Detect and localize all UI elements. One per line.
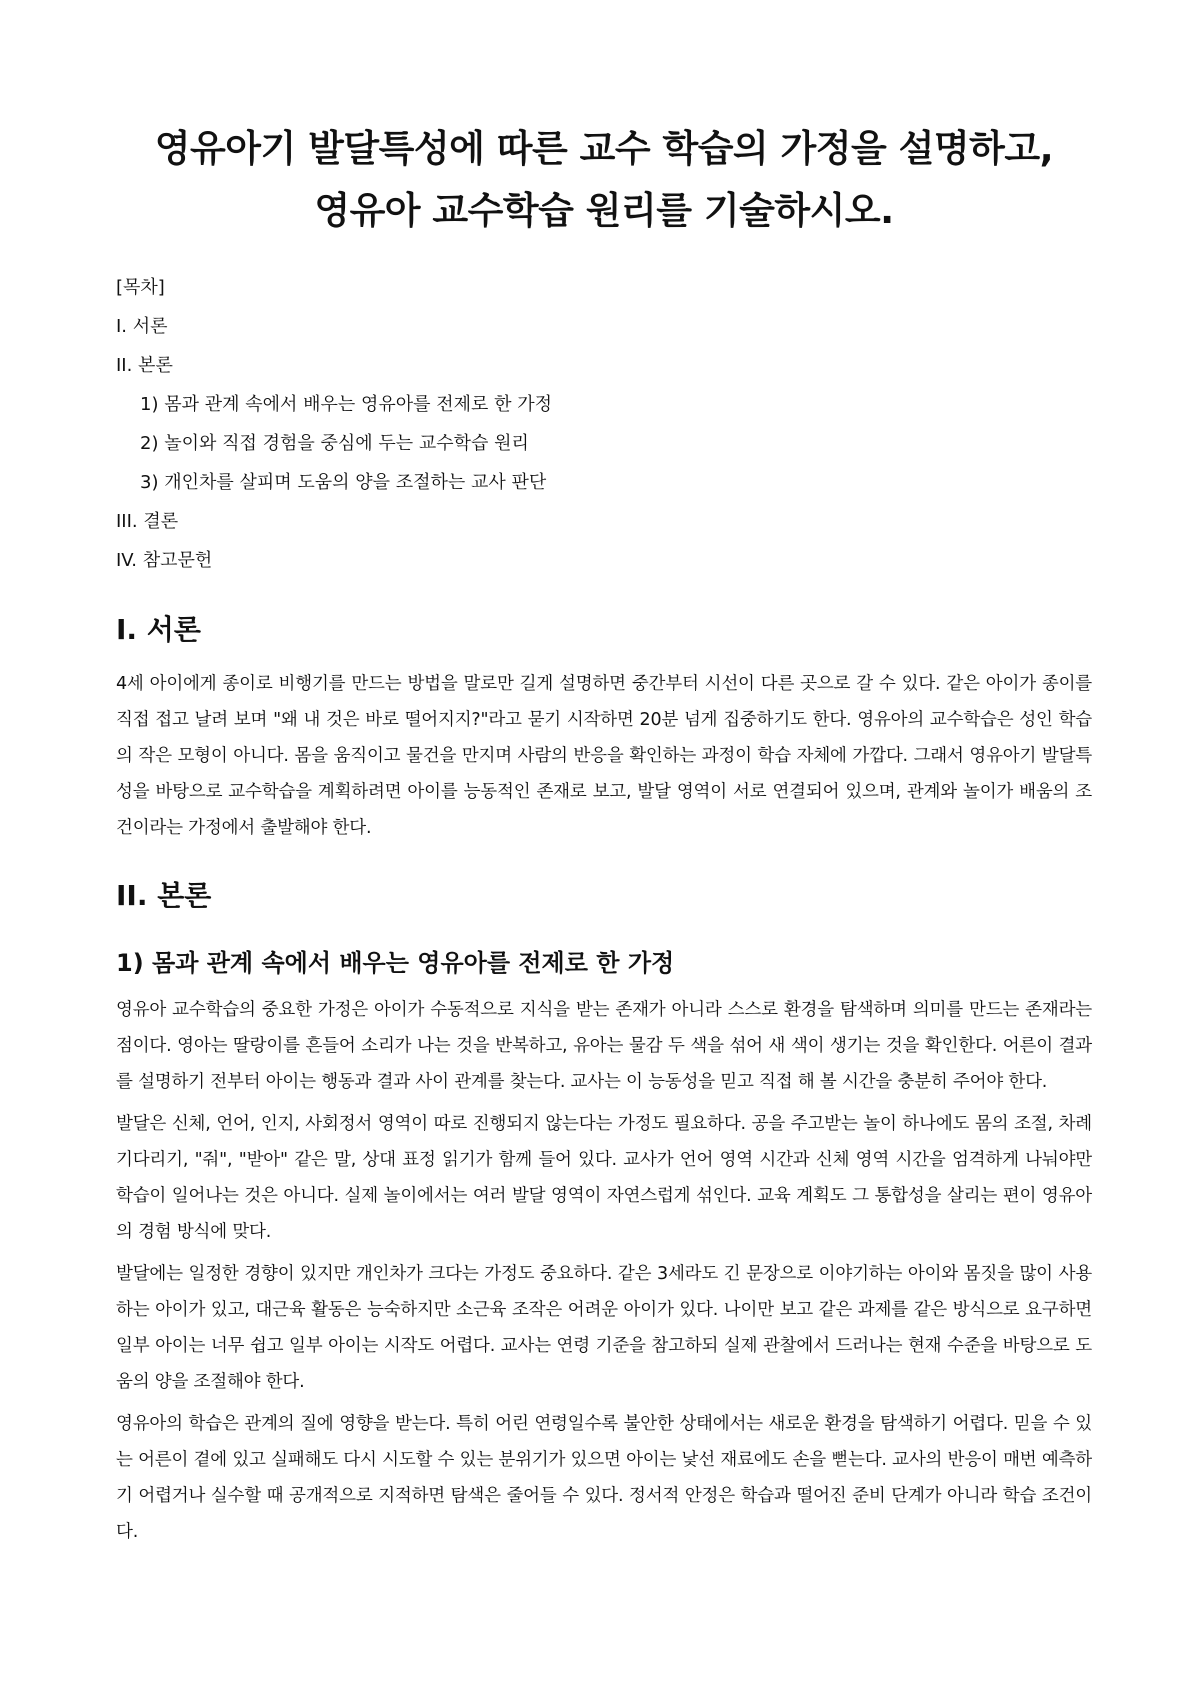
intro-heading: I. 서론	[116, 613, 201, 646]
body-sub1-paragraph-1: 영유아 교수학습의 중요한 가정은 아이가 수동적으로 지식을 받는 존재가 아니라 스스로 환경을 탐색하며 의미를 만드는 존재라는 점이다. 영아는 딸랑이를 흔들어 소리가 나는 것을 반복하고, 유아는 물감 두 색을 섞어 새 색이 생기는 것을 확인한다. 어른이 결과를 설명하기 전부터 아이는 행동과 결과 사이 관계를 찾는다. 교사는 이 능동성을 믿고 직접 해 볼 시간을 충분히 주어야 한다.	[116, 1000, 1092, 1092]
toc-item-intro: I. 서론	[116, 316, 168, 337]
body-sub1-heading: 1) 몸과 관계 속에서 배우는 영유아를 전제로 한 가정	[116, 949, 675, 977]
toc-item-body-sub1: 1) 몸과 관계 속에서 배우는 영유아를 전제로 한 가정	[140, 394, 553, 415]
body-sub1-paragraph-3: 발달에는 일정한 경향이 있지만 개인차가 크다는 가정도 중요하다. 같은 3세라도 긴 문장으로 이야기하는 아이와 몸짓을 많이 사용하는 아이가 있고, 대근육 활동은 능숙하지만 소근육 조작은 어려운 아이가 있다. 나이만 보고 같은 과제를 같은 방식으로 요구하면 일부 아이는 너무 쉽고 일부 아이는 시작도 어렵다. 교사는 연령 기준을 참고하되 실제 관찰에서 드러나는 현재 수준을 바탕으로 도움의 양을 조절해야 한다.	[116, 1264, 1092, 1392]
body-sub1-paragraph-2: 발달은 신체, 언어, 인지, 사회정서 영역이 따로 진행되지 않는다는 가정도 필요하다. 공을 주고받는 놀이 하나에도 몸의 조절, 차례 기다리기, "줘", "받아" 같은 말, 상대 표정 읽기가 함께 들어 있다. 교사가 언어 영역 시간과 신체 영역 시간을 엄격하게 나눠야만 학습이 일어나는 것은 아니다. 실제 놀이에서는 여러 발달 영역이 자연스럽게 섞인다. 교육 계획도 그 통합성을 살리는 편이 영유아의 경험 방식에 맞다.	[116, 1114, 1092, 1242]
intro-paragraph: 4세 아이에게 종이로 비행기를 만드는 방법을 말로만 길게 설명하면 중간부터 시선이 다른 곳으로 갈 수 있다. 같은 아이가 종이를 직접 접고 날려 보며 "왜 내 것은 바로 떨어지지?"라고 묻기 시작하면 20분 넘게 집중하기도 한다. 영유아의 교수학습은 성인 학습의 작은 모형이 아니다. 몸을 움직이고 물건을 만지며 사람의 반응을 확인하는 과정이 학습 자체에 가깝다. 그래서 영유아기 발달특성을 바탕으로 교수학습을 계획하려면 아이를 능동적인 존재로 보고, 발달 영역이 서로 연결되어 있으며, 관계와 놀이가 배움의 조건이라는 가정에서 출발해야 한다.	[116, 674, 1092, 838]
document-title: 영유아기 발달특성에 따른 교수 학습의 가정을 설명하고, 영유아 교수학습 원리를 기술하시오.	[154, 127, 1054, 232]
table-of-contents	[116, 268, 1092, 580]
body-section	[116, 872, 1092, 1550]
body-sub1-paragraph-4: 영유아의 학습은 관계의 질에 영향을 받는다. 특히 어린 연령일수록 불안한 상태에서는 새로운 환경을 탐색하기 어렵다. 믿을 수 있는 어른이 곁에 있고 실패해도 다시 시도할 수 있는 분위기가 있으면 아이는 낯선 재료에도 손을 뻗는다. 교사의 반응이 매번 예측하기 어렵거나 실수할 때 공개적으로 지적하면 탐색은 줄어들 수 있다. 정서적 안정은 학습과 떨어진 준비 단계가 아니라 학습 조건이다.	[116, 1414, 1092, 1542]
toc-item-conclusion: III. 결론	[116, 511, 179, 532]
body-heading: II. 본론	[116, 879, 212, 912]
toc-item-body-sub2: 2) 놀이와 직접 경험을 중심에 두는 교수학습 원리	[140, 433, 529, 454]
intro-section	[116, 606, 1092, 846]
toc-item-body: II. 본론	[116, 355, 173, 376]
toc-item-body-sub3: 3) 개인차를 살피며 도움의 양을 조절하는 교사 판단	[140, 472, 547, 493]
toc-heading: [목차]	[116, 277, 165, 298]
toc-item-references: IV. 참고문헌	[116, 550, 213, 571]
